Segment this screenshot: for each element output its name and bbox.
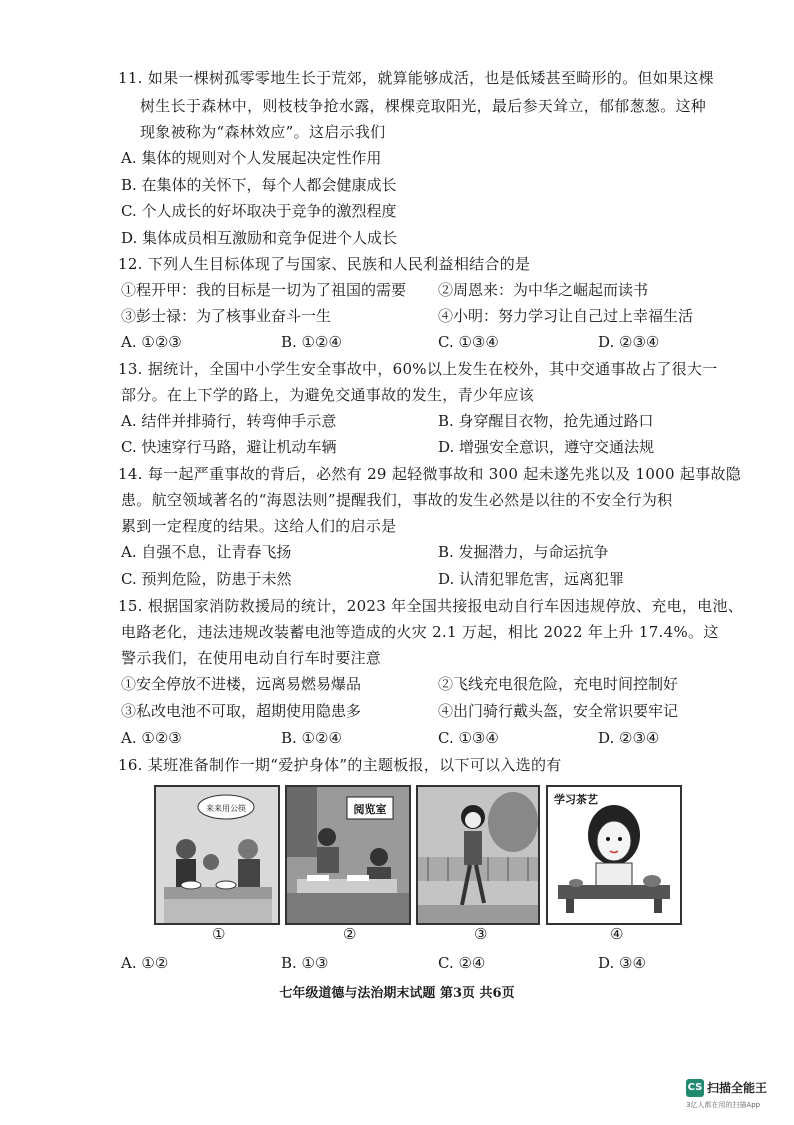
q16-picture-row bbox=[154, 785, 682, 925]
q16-picture-3 bbox=[416, 785, 540, 925]
q12-item-4: ④小明：努力学习让自己过上幸福生活 bbox=[438, 307, 694, 325]
tea-art-illustration bbox=[548, 787, 680, 923]
dinner-scene-illustration bbox=[156, 787, 278, 923]
scanner-logo-icon: CS bbox=[686, 1079, 704, 1097]
q12-line-1: 12. 下列人生目标体现了与国家、民族和人民利益相结合的是 bbox=[118, 255, 531, 273]
q11-option-a: A. 集体的规则对个人发展起决定性作用 bbox=[121, 149, 382, 167]
scanner-tagline: 3亿人都在用的扫描App bbox=[686, 1101, 761, 1109]
q12-item-2: ②周恩来：为中华之崛起而读书 bbox=[438, 281, 649, 299]
q12-option-d: D. ②③④ bbox=[598, 333, 660, 351]
q12-option-b: B. ①②④ bbox=[281, 333, 342, 351]
q13-line-1: 13. 据统计，全国中小学生安全事故中，60%以上发生在校外，其中交通事故占了很大一 bbox=[118, 360, 718, 378]
picture-4-caption: 学习茶艺 bbox=[554, 793, 598, 806]
q11-option-d: D. 集体成员相互激励和竞争促进个人成长 bbox=[121, 229, 398, 247]
q15-line-2: 电路老化，违法违规改装蓄电池等造成的火灾 2.1 万起，相比 2022 年上升 17.4%。这 bbox=[121, 623, 719, 641]
q16-picture-4-label: ④ bbox=[610, 925, 624, 943]
q16-option-d: D. ③④ bbox=[598, 954, 646, 972]
q16-picture-4 bbox=[546, 785, 682, 925]
q11-line-2: 树生长于森林中，则枝枝争抢水露，棵棵竞取阳光，最后参天耸立，郁郁葱葱。这种 bbox=[140, 97, 707, 115]
picture-1-caption: 来来用公筷 bbox=[206, 804, 246, 813]
q14-line-2: 患。航空领域著名的“海恩法则”提醒我们，事故的发生必然是以往的不安全行为积 bbox=[121, 491, 673, 509]
q16-option-b: B. ①③ bbox=[281, 954, 329, 972]
q16-picture-1 bbox=[154, 785, 280, 925]
q14-line-3: 累到一定程度的结果。这给人们的启示是 bbox=[121, 517, 397, 535]
q15-line-3: 警示我们，在使用电动自行车时要注意 bbox=[121, 649, 382, 667]
q11-option-b: B. 在集体的关怀下，每个人都会健康成长 bbox=[121, 176, 397, 194]
q16-picture-2-label: ② bbox=[343, 925, 357, 943]
q13-line-2: 部分。在上下学的路上，为避免交通事故的发生，青少年应该 bbox=[121, 386, 535, 404]
q13-option-c: C. 快速穿行马路，避让机动车辆 bbox=[121, 438, 337, 456]
q16-picture-2 bbox=[285, 785, 411, 925]
q16-option-a: A. ①② bbox=[121, 954, 169, 972]
q11-line-1: 11. 如果一棵树孤零零地生长于荒郊，就算能够成活，也是低矮甚至畸形的。但如果这棵 bbox=[118, 69, 714, 87]
q12-item-1: ①程开甲：我的目标是一切为了祖国的需要 bbox=[121, 281, 407, 299]
q12-option-c: C. ①③④ bbox=[438, 333, 499, 351]
jogging-illustration bbox=[418, 787, 538, 923]
q13-option-d: D. 增强安全意识，遵守交通法规 bbox=[438, 438, 655, 456]
q13-option-a: A. 结伴并排骑行，转弯伸手示意 bbox=[121, 412, 337, 430]
q15-item-1: ①安全停放不进楼，远离易燃易爆品 bbox=[121, 675, 362, 693]
q13-option-b: B. 身穿醒目衣物，抢先通过路口 bbox=[438, 412, 654, 430]
q15-item-3: ③私改电池不可取，超期使用隐患多 bbox=[121, 702, 362, 720]
q16-picture-3-label: ③ bbox=[474, 925, 488, 943]
q11-option-c: C. 个人成长的好坏取决于竞争的激烈程度 bbox=[121, 202, 397, 220]
page-footer: 七年级道德与法治期末试题 第3页 共6页 bbox=[279, 986, 515, 1001]
q14-option-d: D. 认清犯罪危害，远离犯罪 bbox=[438, 570, 625, 588]
q14-option-b: B. 发掘潜力，与命运抗争 bbox=[438, 543, 609, 561]
q11-line-3: 现象被称为“森林效应”。这启示我们 bbox=[140, 123, 386, 141]
q14-option-a: A. 自强不息，让青春飞扬 bbox=[121, 543, 292, 561]
q16-picture-1-label: ① bbox=[212, 925, 226, 943]
q15-option-d: D. ②③④ bbox=[598, 729, 660, 747]
q12-option-a: A. ①②③ bbox=[121, 333, 182, 351]
q15-line-1: 15. 根据国家消防救援局的统计，2023 年全国共接报电动自行车因违规停放、充电，电池、 bbox=[118, 597, 744, 615]
q16-option-c: C. ②④ bbox=[438, 954, 486, 972]
q15-option-a: A. ①②③ bbox=[121, 729, 182, 747]
scanner-app-name: 扫描全能王 bbox=[707, 1081, 768, 1095]
q14-option-c: C. 预判危险，防患于未然 bbox=[121, 570, 292, 588]
q15-option-c: C. ①③④ bbox=[438, 729, 499, 747]
q15-option-b: B. ①②④ bbox=[281, 729, 342, 747]
q16-line-1: 16. 某班准备制作一期“爱护身体”的主题板报，以下可以入选的有 bbox=[118, 756, 562, 774]
q15-item-4: ④出门骑行戴头盔，安全常识要牢记 bbox=[438, 702, 679, 720]
reading-room-illustration bbox=[287, 787, 409, 923]
scanner-watermark bbox=[686, 1077, 767, 1097]
q14-line-1: 14. 每一起严重事故的背后，必然有 29 起轻微事故和 300 起未遂先兆以及 1000 起事故隐 bbox=[118, 465, 742, 483]
picture-2-caption: 阅览室 bbox=[353, 803, 387, 816]
q12-item-3: ③彭士禄：为了核事业奋斗一生 bbox=[121, 307, 332, 325]
q15-item-2: ②飞线充电很危险，充电时间控制好 bbox=[438, 675, 679, 693]
